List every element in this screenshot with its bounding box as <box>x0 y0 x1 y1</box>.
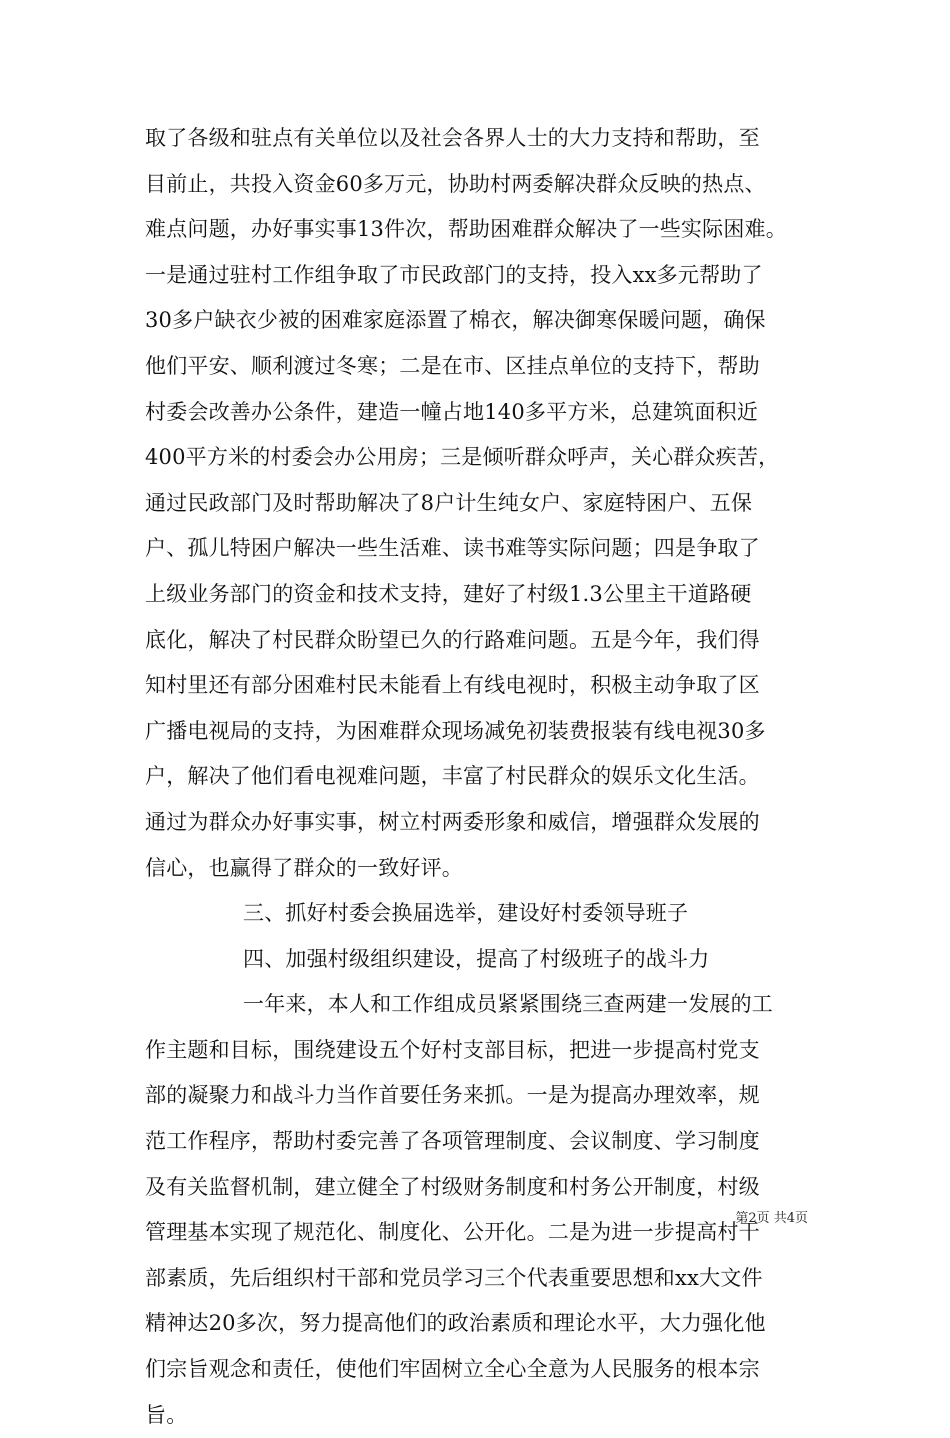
page-number: 第2页 共4页 <box>735 1211 808 1226</box>
body-line: 通过为群众办好事实事，树立村两委形象和威信，增强群众发展的 <box>145 809 760 834</box>
body-line: 30多户缺衣少被的困难家庭添置了棉衣，解决御寒保暖问题，确保 <box>145 308 766 333</box>
body-line: 底化，解决了村民群众盼望已久的行路难问题。五是今年，我们得 <box>145 627 760 652</box>
body-line: 部素质，先后组织村干部和党员学习三个代表重要思想和xx大文件 <box>145 1265 763 1290</box>
document-body <box>145 116 810 1438</box>
body-line: 及有关监督机制，建立健全了村级财务制度和村务公开制度，村级 <box>145 1174 760 1199</box>
body-line: 管理基本实现了规范化、制度化、公开化。二是为进一步提高村干 <box>145 1220 760 1245</box>
body-line: 取了各级和驻点有关单位以及社会各界人士的大力支持和帮助，至 <box>145 126 760 150</box>
body-line: 400平方米的村委会办公用房；三是倾听群众呼声，关心群众疾苦， <box>145 445 780 470</box>
body-line: 广播电视局的支持，为困难群众现场减免初装费报装有线电视30多 <box>145 718 766 743</box>
body-line: 他们平安、顺利渡过冬寒；二是在市、区挂点单位的支持下，帮助 <box>145 353 760 378</box>
body-line: 知村里还有部分困难村民未能看上有线电视时，积极主动争取了区 <box>145 673 760 698</box>
body-line: 目前止，共投入资金60多万元，协助村两委解决群众反映的热点、 <box>145 171 766 196</box>
body-line: 上级业务部门的资金和技术支持，建好了村级1.3公里主干道路硬 <box>145 581 752 606</box>
body-line: 精神达20多次，努力提高他们的政治素质和理论水平，大力强化他 <box>145 1311 766 1336</box>
body-line: 信心，也赢得了群众的一致好评。 <box>145 855 463 880</box>
section-heading-3: 三、抓好村委会换届选举，建设好村委领导班子 <box>243 901 689 926</box>
body-line: 部的凝聚力和战斗力当作首要任务来抓。一是为提高办理效率，规 <box>145 1083 760 1108</box>
body-line: 们宗旨观念和责任，使他们牢固树立全心全意为人民服务的根本宗 <box>145 1357 760 1382</box>
body-line: 户、孤儿特困户解决一些生活难、读书难等实际问题；四是争取了 <box>145 536 760 561</box>
body-line: 户，解决了他们看电视难问题，丰富了村民群众的娱乐文化生活。 <box>145 764 760 789</box>
body-line: 一年来，本人和工作组成员紧紧围绕三查两建一发展的工 <box>243 992 773 1017</box>
body-line: 范工作程序，帮助村委完善了各项管理制度、会议制度、学习制度 <box>145 1129 760 1154</box>
body-line: 难点问题，办好事实事13件次，帮助困难群众解决了一些实际困难。 <box>145 217 787 242</box>
body-line: 一是通过驻村工作组争取了市民政部门的支持，投入xx多元帮助了 <box>145 262 763 287</box>
body-line: 旨。 <box>145 1402 188 1427</box>
body-line: 通过民政部门及时帮助解决了8户计生纯女户、家庭特困户、五保 <box>145 490 753 515</box>
body-line: 村委会改善办公条件，建造一幢占地140多平方米，总建筑面积近 <box>145 399 759 424</box>
body-line: 作主题和目标，围绕建设五个好村支部目标，把进一步提高村党支 <box>145 1037 760 1062</box>
section-heading-4: 四、加强村级组织建设，提高了村级班子的战斗力 <box>243 946 710 971</box>
